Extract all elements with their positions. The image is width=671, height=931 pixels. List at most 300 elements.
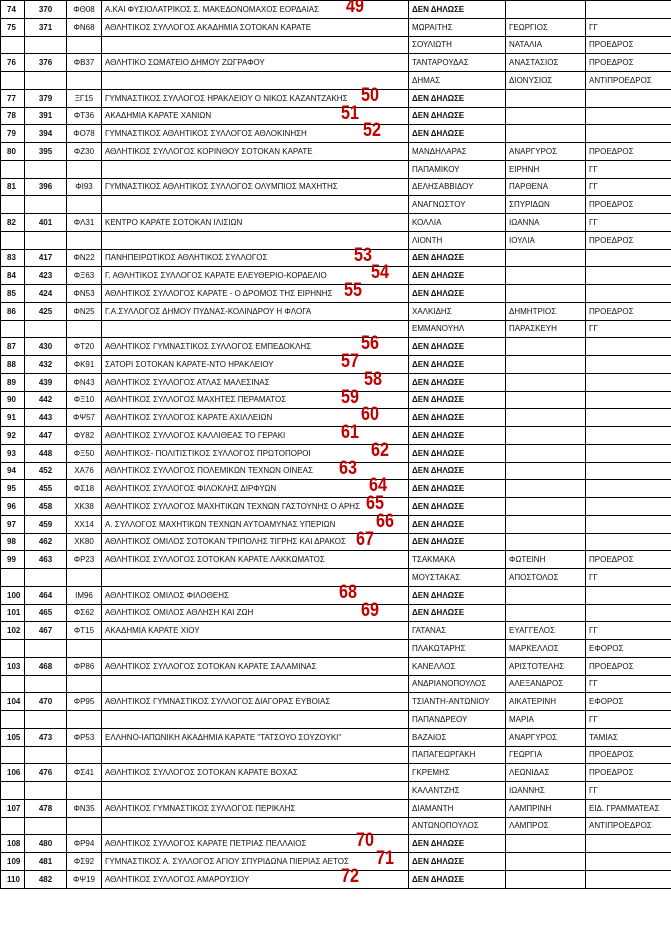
table-row xyxy=(1,782,671,800)
table-row xyxy=(1,764,671,782)
first-name-cell xyxy=(506,214,586,232)
surname-cell xyxy=(409,498,506,516)
club-code-cell xyxy=(67,551,102,569)
row-number-cell xyxy=(1,214,25,232)
club-name-cell xyxy=(102,143,409,161)
row-number-cell xyxy=(1,391,25,409)
club-code-cell xyxy=(67,444,102,462)
surname-cell xyxy=(409,267,506,285)
first-name-cell xyxy=(506,36,586,54)
club-name-cell xyxy=(102,404,409,427)
row-number: 76 xyxy=(7,58,16,68)
surname: ΔΕΝ ΔΗΛΩΣΕ xyxy=(412,856,465,866)
club-code-cell xyxy=(67,107,102,125)
surname-cell xyxy=(409,711,506,729)
role-cell xyxy=(586,853,671,871)
surname: ΔΕΝ ΔΗΛΩΣΕ xyxy=(412,839,465,849)
surname-cell xyxy=(409,320,506,338)
handwritten-count-mark: 71 xyxy=(376,848,394,869)
table-row xyxy=(1,675,671,693)
row-number-cell xyxy=(1,285,25,303)
first-name: ΑΠΟΣΤΟΛΟΣ xyxy=(509,572,559,582)
role-cell xyxy=(586,675,671,693)
row-number-cell xyxy=(1,196,25,214)
club-code-cell xyxy=(67,853,102,871)
club-name: ΑΘΛΗΤΙΚΟΣ ΓΥΜΝΑΣΤΙΚΟΣ ΣΥΛΛΟΓΟΣ ΔΙΑΓΟΡΑΣ ΕΥΒΟΙΑΣ xyxy=(105,697,331,707)
first-name-cell xyxy=(506,693,586,711)
row-number-cell xyxy=(1,72,25,90)
role-cell xyxy=(586,72,671,90)
club-name-cell xyxy=(102,280,409,303)
registry-number-cell xyxy=(25,302,67,320)
club-code-cell xyxy=(67,782,102,800)
club-name: ΑΘΛΗΤΙΚΟΣ ΣΥΛΛΟΓΟΣ ΦΙΛΟΚΛΗΣ ΔΙΡΦΥΩΝ xyxy=(105,484,277,494)
club-name-cell xyxy=(102,865,409,888)
role-cell xyxy=(586,160,671,178)
club-name-cell xyxy=(102,493,409,516)
club-code: ΦΡ94 xyxy=(73,839,95,849)
registry-number: 447 xyxy=(38,430,53,440)
registry-number-cell xyxy=(25,231,67,249)
row-number-cell xyxy=(1,107,25,125)
registry-number-cell xyxy=(25,18,67,36)
club-name-cell xyxy=(102,622,409,640)
surname: ΔΕΝ ΔΗΛΩΣΕ xyxy=(412,377,465,387)
role: ΓΓ xyxy=(589,22,598,32)
first-name-cell xyxy=(506,160,586,178)
club-code-cell xyxy=(67,586,102,604)
surname-cell xyxy=(409,693,506,711)
table-row xyxy=(1,853,671,871)
handwritten-count-mark: 57 xyxy=(341,351,359,372)
first-name-cell xyxy=(506,249,586,267)
club-name: ΑΘΛΗΤΙΚΟΣ ΣΥΛΛΟΓΟΣ ΜΑΧΗΤΕΣ ΠΕΡΑΜΑΤΟΣ xyxy=(105,395,287,405)
surname-cell xyxy=(409,72,506,90)
surname-cell xyxy=(409,302,506,320)
surname: ΓΑΤΑΝΑΣ xyxy=(412,626,447,636)
club-name-cell xyxy=(102,457,409,480)
table-row xyxy=(1,231,671,249)
row-number-cell xyxy=(1,338,25,356)
registry-number-cell xyxy=(25,764,67,782)
surname-cell xyxy=(409,657,506,675)
surname: ΠΛΑΚΩΤΑΡΗΣ xyxy=(412,643,466,653)
surname: ΔΗΜΑΣ xyxy=(412,75,441,85)
row-number: 83 xyxy=(7,253,16,263)
surname: ΑΝΔΡΙΑΝΟΠΟΥΛΟΣ xyxy=(412,679,487,689)
handwritten-count-mark: 68 xyxy=(339,581,357,603)
registry-number: 478 xyxy=(38,803,53,813)
club-name: ΑΘΛΗΤΙΚΟΣ ΣΥΛΛΟΓΟΣ ΜΑΧΗΤΙΚΩΝ ΤΕΧΝΩΝ ΓΑΣΤΟΥΝΗΣ Ο ΑΡΗΣ xyxy=(105,501,361,511)
surname: ΤΑΝΤΑΡΟΥΔΑΣ xyxy=(412,58,469,68)
club-name-cell xyxy=(102,351,409,374)
row-number-cell xyxy=(1,746,25,764)
surname: ΠΑΠΑΓΕΩΡΓΑΚΗ xyxy=(412,750,476,760)
club-code: ΦΥ82 xyxy=(73,430,95,440)
registry-number: 481 xyxy=(38,856,53,866)
row-number: 81 xyxy=(7,182,16,192)
role-cell xyxy=(586,214,671,232)
row-number: 84 xyxy=(7,271,16,281)
first-name: ΑΙΚΑΤΕΡΙΝΗ xyxy=(509,697,556,707)
registry-number: 464 xyxy=(38,590,53,600)
role: ΕΙΔ. ΓΡΑΜΜΑΤΕΑΣ xyxy=(589,803,660,813)
registry-number: 463 xyxy=(38,555,53,565)
registry-number-cell xyxy=(25,799,67,817)
role: ΠΡΟΕΔΡΟΣ xyxy=(589,661,634,671)
handwritten-count-mark: 56 xyxy=(361,333,379,355)
table-row xyxy=(1,498,671,516)
club-name-cell xyxy=(102,302,409,320)
registry-number: 379 xyxy=(38,93,53,103)
first-name: ΝΑΤΑΛΙΑ xyxy=(509,40,543,50)
surname-cell xyxy=(409,231,506,249)
club-name: ΑΘΛΗΤΙΚΟΣ ΣΥΛΛΟΓΟΣ ΚΑΡΑΤΕ - Ο ΔΡΟΜΟΣ ΤΗΣ ΕΙΡΗΝΗΣ xyxy=(105,288,333,298)
registry-number: 391 xyxy=(38,111,53,121)
role-cell xyxy=(586,870,671,888)
handwritten-count-mark: 54 xyxy=(371,262,389,284)
table-row xyxy=(1,143,671,161)
club-code-cell xyxy=(67,338,102,356)
table-row xyxy=(1,870,671,888)
first-name-cell xyxy=(506,551,586,569)
table-row xyxy=(1,160,671,178)
first-name: ΙΩΑΝΝΗΣ xyxy=(509,785,545,795)
club-name: ΓΥΜΝΑΣΤΙΚΟΣ ΣΥΛΛΟΓΟΣ ΗΡΑΚΛΕΙΟΥ Ο ΝΙΚΟΣ ΚΑΖΑΝΤΖΑΚΗΣ xyxy=(105,93,348,103)
row-number-cell xyxy=(1,143,25,161)
role: ΓΓ xyxy=(589,714,598,724)
first-name: ΓΕΩΡΓΙΑ xyxy=(509,750,543,760)
role: ΓΓ xyxy=(589,572,598,582)
first-name: ΣΠΥΡΙΔΩΝ xyxy=(509,200,550,210)
registry-number-cell xyxy=(25,285,67,303)
club-code-cell xyxy=(67,462,102,480)
table-row xyxy=(1,835,671,853)
surname: ΚΑΝΕΛΛΟΣ xyxy=(412,661,456,671)
registry-number-cell xyxy=(25,604,67,622)
surname-cell xyxy=(409,285,506,303)
registry-number: 462 xyxy=(38,537,53,547)
club-name-cell xyxy=(102,799,409,817)
first-name-cell xyxy=(506,391,586,409)
role-cell xyxy=(586,320,671,338)
surname: ΔΕΝ ΔΗΛΩΣΕ xyxy=(412,519,465,529)
club-code: ΙΜ96 xyxy=(75,590,93,600)
first-name-cell xyxy=(506,746,586,764)
registry-number-cell xyxy=(25,675,67,693)
club-code: ΞΓ15 xyxy=(74,93,94,103)
registry-number-cell xyxy=(25,640,67,658)
role-cell xyxy=(586,657,671,675)
row-number: 89 xyxy=(7,377,16,387)
registry-number-cell xyxy=(25,36,67,54)
first-name: ΕΥΑΓΓΕΛΟΣ xyxy=(509,626,555,636)
first-name: ΔΙΟΝΥΣΙΟΣ xyxy=(509,75,553,85)
club-code-cell xyxy=(67,1,102,19)
registry-number-cell xyxy=(25,782,67,800)
role-cell xyxy=(586,54,671,72)
club-name: ΑΘΛΗΤΙΚΟΣ ΣΥΛΛΟΓΟΣ ΑΤΛΑΣ ΜΑΛΕΣΙΝΑΣ xyxy=(105,377,270,387)
registry-number: 395 xyxy=(38,146,53,156)
table-row xyxy=(1,746,671,764)
registry-number-cell xyxy=(25,870,67,888)
surname-cell xyxy=(409,178,506,196)
first-name-cell xyxy=(506,320,586,338)
table-row xyxy=(1,320,671,338)
handwritten-count-mark: 72 xyxy=(341,865,359,887)
row-number: 75 xyxy=(7,22,16,32)
club-name: ΑΘΛΗΤΙΚΟΣ ΣΥΛΛΟΓΟΣ ΣΟΤΟΚΑΝ ΚΑΡΑΤΕ ΛΑΚΚΩΜΑΤΟΣ xyxy=(105,555,325,565)
row-number-cell xyxy=(1,480,25,498)
role-cell xyxy=(586,231,671,249)
table-row xyxy=(1,107,671,125)
role-cell xyxy=(586,817,671,835)
club-code: ΦΖ30 xyxy=(73,146,95,156)
table-row xyxy=(1,693,671,711)
row-number-cell xyxy=(1,870,25,888)
role: ΠΡΟΕΔΡΟΣ xyxy=(589,306,634,316)
registry-number: 424 xyxy=(38,288,53,298)
registry-number-cell xyxy=(25,391,67,409)
table-row xyxy=(1,409,671,427)
registry-number-cell xyxy=(25,107,67,125)
role-cell xyxy=(586,409,671,427)
registry-number-cell xyxy=(25,160,67,178)
club-code: ΦΚ91 xyxy=(73,359,95,369)
row-number-cell xyxy=(1,604,25,622)
registry-number: 432 xyxy=(38,359,53,369)
club-code-cell xyxy=(67,302,102,320)
surname-cell xyxy=(409,604,506,622)
row-number: 94 xyxy=(7,466,16,476)
surname: ΔΕΝ ΔΗΛΩΣΕ xyxy=(412,608,465,618)
first-name: ΠΑΡΘΕΝΑ xyxy=(509,182,549,192)
club-code: ΧΚ80 xyxy=(74,537,94,547)
club-name-cell xyxy=(102,475,409,498)
surname: ΜΩΡΑΙΤΗΣ xyxy=(412,22,453,32)
club-code-cell xyxy=(67,18,102,36)
row-number-cell xyxy=(1,462,25,480)
row-number: 110 xyxy=(7,874,20,884)
surname: ΔΕΝ ΔΗΛΩΣΕ xyxy=(412,93,465,103)
club-code: ΦΝ35 xyxy=(73,803,95,813)
row-number-cell xyxy=(1,711,25,729)
registry-number: 439 xyxy=(38,377,53,387)
registry-number: 467 xyxy=(38,626,53,636)
club-code: ΦΟ78 xyxy=(73,129,95,139)
club-code: ΦΞ50 xyxy=(73,448,95,458)
row-number: 95 xyxy=(7,484,16,494)
club-name: ΑΚΑΔΗΜΙΑ ΚΑΡΑΤΕ ΧΑΝΙΩΝ xyxy=(105,111,212,121)
surname: ΤΣΙΑΝΤΗ-ΑΝΤΩΝΙΟΥ xyxy=(412,697,490,707)
role: ΠΡΟΕΔΡΟΣ xyxy=(589,768,634,778)
row-number: 103 xyxy=(7,661,21,671)
row-number-cell xyxy=(1,125,25,143)
surname-cell xyxy=(409,551,506,569)
surname-cell xyxy=(409,196,506,214)
row-number-cell xyxy=(1,320,25,338)
club-code-cell xyxy=(67,89,102,107)
table-row xyxy=(1,125,671,143)
surname-cell xyxy=(409,533,506,551)
first-name-cell xyxy=(506,515,586,533)
table-row xyxy=(1,54,671,72)
surname-cell xyxy=(409,835,506,853)
row-number-cell xyxy=(1,569,25,587)
table-row xyxy=(1,196,671,214)
first-name: ΔΗΜΗΤΡΙΟΣ xyxy=(509,306,557,316)
club-code: ΦΒ37 xyxy=(73,58,95,68)
role-cell xyxy=(586,89,671,107)
row-number-cell xyxy=(1,54,25,72)
club-code-cell xyxy=(67,533,102,551)
surname-cell xyxy=(409,160,506,178)
surname-cell xyxy=(409,107,506,125)
surname: ΔΕΝ ΔΗΛΩΣΕ xyxy=(412,359,465,369)
club-name: ΑΘΛΗΤΙΚΟΣ ΟΜΙΛΟΣ ΣΟΤΟΚΑΝ ΤΡΙΠΟΛΗΣ ΤΙΓΡΗΣ ΚΑΙ ΔΡΑΚΟΣ xyxy=(105,537,346,547)
row-number-cell xyxy=(1,622,25,640)
club-code-cell xyxy=(67,657,102,675)
first-name-cell xyxy=(506,409,586,427)
registry-number: 470 xyxy=(38,697,53,707)
surname-cell xyxy=(409,728,506,746)
club-name: ΑΘΛΗΤΙΚΟ ΣΩΜΑΤΕΙΟ ΔΗΜΟΥ ΖΩΓΡΑΦΟΥ xyxy=(105,58,265,68)
role-cell xyxy=(586,125,671,143)
surname-cell xyxy=(409,675,506,693)
club-code-cell xyxy=(67,72,102,90)
role-cell xyxy=(586,36,671,54)
club-name-cell xyxy=(102,54,409,72)
role: ΠΡΟΕΔΡΟΣ xyxy=(589,235,634,245)
row-number-cell xyxy=(1,657,25,675)
club-code-cell xyxy=(67,125,102,143)
club-code-cell xyxy=(67,711,102,729)
club-name: Γ. ΑΘΛΗΤΙΚΟΣ ΣΥΛΛΟΓΟΣ ΚΑΡΑΤΕ ΕΛΕΥΘΕΡΙΟ-ΚΟΡΔΕΛΙΟ xyxy=(105,271,327,281)
surname: ΓΚΡΕΜΗΣ xyxy=(412,768,450,778)
registry-number-cell xyxy=(25,693,67,711)
club-code: ΦΣ18 xyxy=(73,484,95,494)
club-name-cell xyxy=(102,764,409,782)
surname-cell xyxy=(409,444,506,462)
surname-cell xyxy=(409,853,506,871)
handwritten-count-mark: 52 xyxy=(363,120,381,142)
club-code-cell xyxy=(67,356,102,374)
table-row xyxy=(1,657,671,675)
surname-cell xyxy=(409,214,506,232)
row-number-cell xyxy=(1,302,25,320)
surname-cell xyxy=(409,782,506,800)
row-number-cell xyxy=(1,1,25,19)
club-name: ΑΘΛΗΤΙΚΟΣ- ΠΟΛΙΤΙΣΤΙΚΟΣ ΣΥΛΛΟΓΟΣ ΠΡΩΤΟΠΟΡΟΙ xyxy=(105,448,311,458)
table-row xyxy=(1,178,671,196)
table-row xyxy=(1,444,671,462)
row-number: 74 xyxy=(7,4,16,14)
first-name: ΑΝΑΡΓΥΡΟΣ xyxy=(509,732,558,742)
registry-number: 394 xyxy=(38,129,53,139)
club-name-cell xyxy=(102,848,409,871)
registry-number-cell xyxy=(25,551,67,569)
club-name-cell xyxy=(102,439,409,462)
club-name: ΑΘΛΗΤΙΚΟΣ ΣΥΛΛΟΓΟΣ ΚΑΛΛΙΘΕΑΣ ΤΟ ΓΕΡΑΚΙ xyxy=(105,430,286,440)
first-name-cell xyxy=(506,622,586,640)
club-name: ΑΘΛΗΤΙΚΟΣ ΣΥΛΛΟΓΟΣ ΠΟΛΕΜΙΚΩΝ ΤΕΧΝΩΝ ΟΙΝΕΑΣ xyxy=(105,466,313,476)
role-cell xyxy=(586,640,671,658)
row-number: 77 xyxy=(7,93,16,103)
first-name-cell xyxy=(506,231,586,249)
club-name-cell xyxy=(102,693,409,711)
club-name-cell xyxy=(102,599,409,622)
role-cell xyxy=(586,444,671,462)
handwritten-count-mark: 62 xyxy=(371,439,389,461)
first-name-cell xyxy=(506,54,586,72)
surname: ΑΝΑΓΝΩΣΤΟΥ xyxy=(412,200,466,210)
role-cell xyxy=(586,356,671,374)
first-name: ΛΕΩΝΙΔΑΣ xyxy=(509,768,550,778)
registry-number-cell xyxy=(25,338,67,356)
surname-cell xyxy=(409,427,506,445)
handwritten-count-mark: 60 xyxy=(361,404,379,426)
row-number-cell xyxy=(1,764,25,782)
first-name-cell xyxy=(506,373,586,391)
table-row xyxy=(1,604,671,622)
role-cell xyxy=(586,498,671,516)
surname: ΣΟΥΛΙΩΤΗ xyxy=(412,40,452,50)
role-cell xyxy=(586,622,671,640)
registry-number: 455 xyxy=(38,484,53,494)
club-code-cell xyxy=(67,817,102,835)
club-code-cell xyxy=(67,569,102,587)
surname-cell xyxy=(409,746,506,764)
registry-number-cell xyxy=(25,533,67,551)
surname-cell xyxy=(409,373,506,391)
row-number: 99 xyxy=(7,555,16,565)
row-number-cell xyxy=(1,18,25,36)
club-code-cell xyxy=(67,214,102,232)
surname-cell xyxy=(409,586,506,604)
registry-number-cell xyxy=(25,143,67,161)
surname: ΔΕΝ ΔΗΛΩΣΕ xyxy=(412,129,465,139)
surname: ΔΕΝ ΔΗΛΩΣΕ xyxy=(412,484,465,494)
club-code: ΦΛ31 xyxy=(73,217,95,227)
club-name: ΑΘΛΗΤΙΚΟΣ ΣΥΛΛΟΓΟΣ ΚΑΡΑΤΕ ΠΕΤΡΙΑΣ ΠΕΛΛΑΙΟΣ xyxy=(105,839,307,849)
row-number: 97 xyxy=(7,519,16,529)
table-row xyxy=(1,214,671,232)
registry-number: 425 xyxy=(38,306,53,316)
row-number: 90 xyxy=(7,395,16,405)
first-name: ΜΑΡΙΑ xyxy=(509,714,534,724)
table-row xyxy=(1,249,671,267)
club-code-cell xyxy=(67,640,102,658)
club-code: ΦΡ23 xyxy=(73,555,95,565)
row-number-cell xyxy=(1,817,25,835)
club-code-cell xyxy=(67,427,102,445)
club-name-cell xyxy=(102,422,409,445)
table-row xyxy=(1,302,671,320)
first-name: ΙΟΥΛΙΑ xyxy=(509,235,535,245)
role: ΠΡΟΕΔΡΟΣ xyxy=(589,58,634,68)
first-name-cell xyxy=(506,586,586,604)
role: ΠΡΟΕΔΡΟΣ xyxy=(589,750,634,760)
handwritten-count-mark: 66 xyxy=(376,510,394,532)
club-code-cell xyxy=(67,267,102,285)
role: ΑΝΤΙΠΡΟΕΔΡΟΣ xyxy=(589,821,652,831)
row-number-cell xyxy=(1,160,25,178)
handwritten-count-mark: 70 xyxy=(356,830,374,852)
registry-number-cell xyxy=(25,125,67,143)
row-number-cell xyxy=(1,640,25,658)
club-code-cell xyxy=(67,196,102,214)
first-name-cell xyxy=(506,107,586,125)
